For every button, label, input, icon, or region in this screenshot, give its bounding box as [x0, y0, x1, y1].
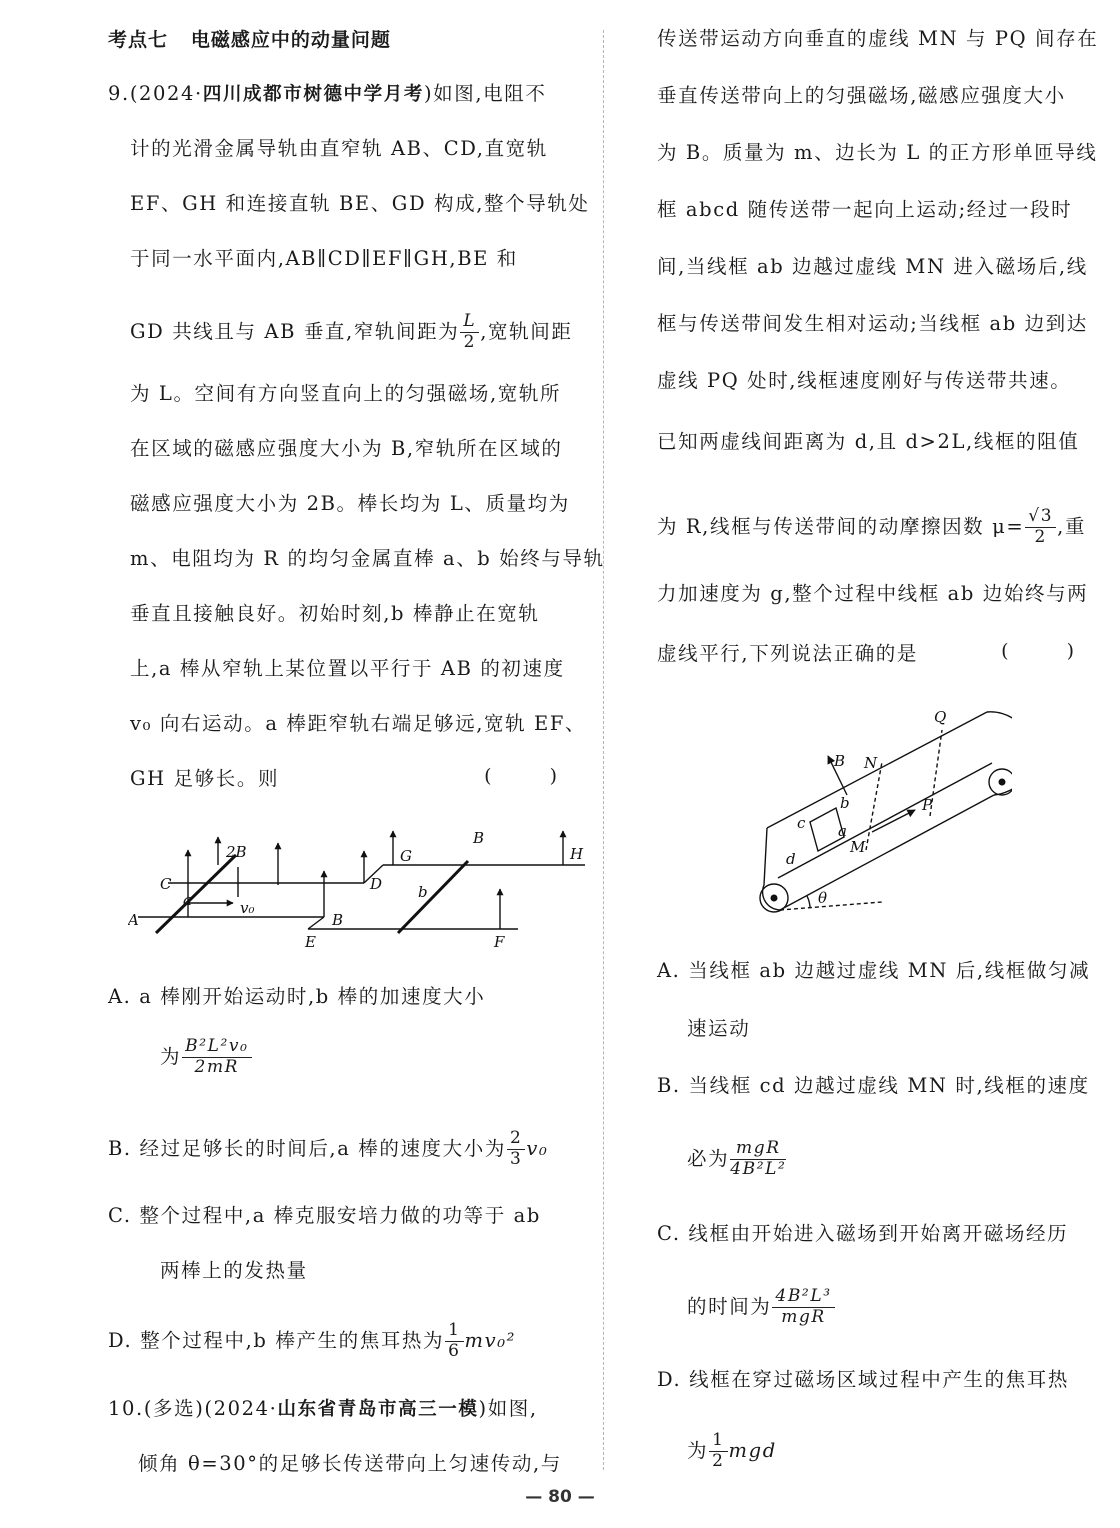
option-text: 必为: [687, 1146, 730, 1170]
section-heading: [108, 25, 391, 52]
label-H: H: [570, 845, 584, 863]
q9-option-a-cont: [160, 1038, 253, 1077]
belt-bottom-edge: [780, 795, 994, 910]
frac-num: mgR: [730, 1140, 786, 1160]
frac-num: 4B²L³: [772, 1288, 834, 1308]
q10-option-a-cont: 速运动: [687, 1017, 751, 1040]
q9-option-c: C. 整个过程中,a 棒克服安培力做的功等于 ab: [108, 1204, 541, 1227]
q10-line: 虚线平行,下列说法正确的是: [657, 642, 918, 665]
belt-velocity-arrow: [872, 810, 915, 832]
label-N: N: [864, 754, 878, 772]
label-F: F: [494, 933, 505, 950]
answer-bracket: ( ): [484, 765, 583, 787]
q9-line: v₀ 向右运动。a 棒距窄轨右端足够远,宽轨 EF、: [130, 712, 587, 735]
roller-left-axle: [771, 895, 778, 902]
frac-den: 4B²L²: [730, 1158, 787, 1179]
label-A: A: [128, 911, 139, 929]
connector-BE: [308, 917, 324, 929]
q10-line: 框与传送带间发生相对运动;当线框 ab 边到达: [657, 312, 1088, 335]
rod-a: [156, 855, 236, 933]
frac-num: 2: [507, 1130, 525, 1150]
q9-rail-diagram: [128, 825, 598, 950]
label-b: b: [418, 883, 428, 901]
page-number: — 80 —: [525, 1487, 595, 1507]
q9-line: 上,a 棒从窄轨上某位置以平行于 AB 的初速度: [130, 657, 565, 680]
q10-line: 已知两虚线间距离为 d,且 d>2L,线框的阻值: [657, 430, 1080, 453]
q10-line-text: ,重: [1057, 514, 1087, 538]
label-C: C: [160, 875, 172, 893]
rod-b: [398, 861, 468, 933]
q9-first-line: [108, 80, 546, 109]
q10-line-text: 为 R,线框与传送带间的动摩擦因数 μ=: [657, 514, 1025, 538]
q10-line: 倾角 θ=30°的足够长传送带向上匀速传动,与: [138, 1452, 562, 1475]
answer-bracket: ( ): [1001, 640, 1100, 662]
q9-number: 9.: [108, 82, 130, 105]
label-v0: v₀: [240, 899, 255, 917]
q9-source-prefix: (2024·: [129, 82, 203, 105]
q10-line: 为 B。质量为 m、边长为 L 的正方形单匝导线: [657, 141, 1098, 164]
q9-a-fraction: [182, 1038, 251, 1077]
label-2B: 2B: [226, 843, 247, 861]
q10-line: 框 abcd 随传送带一起向上运动;经过一段时: [657, 198, 1073, 221]
q10-option-c: C. 线框由开始进入磁场到开始离开磁场经历: [657, 1222, 1069, 1245]
frac-num: √3: [1025, 508, 1056, 528]
option-suffix: mv₀²: [464, 1328, 517, 1352]
q9-line-text: GD 共线且与 AB 垂直,窄轨间距为: [130, 319, 460, 343]
q9-option-a: A. a 棒刚开始运动时,b 棒的加速度大小: [108, 985, 486, 1008]
q9-line: 磁感应强度大小为 2B。棒长均为 L、质量均为: [130, 492, 570, 515]
option-text: 为: [687, 1438, 709, 1462]
label-a: a: [838, 822, 847, 840]
belt-near-edge: [778, 763, 992, 878]
option-text: 为: [160, 1044, 182, 1068]
q10-tag: (多选)(2024·: [143, 1397, 278, 1420]
q9-line: 计的光滑金属导轨由直窄轨 AB、CD,直宽轨: [130, 137, 548, 160]
option-suffix: mgd: [728, 1438, 777, 1462]
option-text: D. 整个过程中,b 棒产生的焦耳热为: [108, 1328, 445, 1352]
q10-option-b: B. 当线框 cd 边越过虚线 MN 时,线框的速度: [657, 1074, 1090, 1097]
q9-line: m、电阻均为 R 的均匀金属直棒 a、b 始终与导轨: [130, 547, 605, 570]
q10-option-d-cont: [687, 1432, 777, 1471]
label-B-top: B: [473, 829, 485, 847]
label-c: c: [797, 814, 806, 832]
label-b: b: [840, 794, 850, 812]
q10-d-fraction: [709, 1432, 727, 1471]
q10-conveyor-diagram: [752, 700, 1012, 925]
q10-line: 虚线 PQ 处时,线框速度刚好与传送带共速。: [657, 369, 1072, 392]
q10-b-fraction: [730, 1140, 786, 1179]
q9-line-with-fraction: [130, 313, 572, 352]
q10-option-c-cont: [687, 1288, 836, 1327]
q9-source-suffix: )如图,电阻不: [423, 82, 547, 105]
q9-line-text: ,宽轨间距: [480, 319, 573, 343]
q10-option-b-cont: [687, 1140, 787, 1179]
q9-line: GH 足够长。则: [130, 767, 280, 790]
label-D: D: [370, 875, 383, 893]
label-Q: Q: [934, 708, 947, 726]
q10-line: 力加速度为 g,整个过程中线框 ab 边始终与两: [657, 582, 1089, 605]
frac-den: 3: [509, 1148, 523, 1169]
q10-line-with-fraction: [657, 508, 1086, 547]
label-B-lower: B: [332, 911, 344, 929]
q9-line: 于同一水平面内,AB∥CD∥EF∥GH,BE 和: [130, 247, 518, 270]
q9-b-fraction: [507, 1130, 525, 1169]
frac-den: mgR: [781, 1306, 826, 1327]
q10-c-fraction: [772, 1288, 834, 1327]
frac-den: 2: [712, 1450, 725, 1471]
column-divider: [603, 30, 604, 1470]
q9-line: 垂直且接触良好。初始时刻,b 棒静止在宽轨: [130, 602, 540, 625]
angle-arc: [807, 896, 810, 907]
section-title: 电磁感应中的动量问题: [190, 29, 391, 51]
label-B: B: [834, 752, 846, 770]
label-a: a: [183, 891, 192, 909]
label-d: d: [786, 850, 796, 868]
mu-fraction: [1025, 508, 1056, 547]
q9-line: EF、GH 和连接直轨 BE、GD 构成,整个导轨处: [130, 192, 590, 215]
option-text: 的时间为: [687, 1294, 772, 1318]
frac-num: 1: [445, 1322, 463, 1342]
frac-den: 2mR: [194, 1056, 240, 1077]
q10-first-line: [108, 1395, 538, 1424]
option-suffix: v₀: [526, 1136, 549, 1160]
q10-line: 垂直传送带向上的匀强磁场,磁感应强度大小: [657, 84, 1066, 107]
q10-line: 间,当线框 ab 边越过虚线 MN 进入磁场后,线: [657, 255, 1088, 278]
q10-source-suffix: )如图,: [478, 1397, 538, 1420]
label-P: P: [922, 796, 933, 814]
fraction-L-over-2: [460, 313, 479, 352]
label-M: M: [850, 838, 866, 856]
frac-den: 2: [1034, 526, 1047, 547]
frac-num: B²L²v₀: [182, 1038, 251, 1058]
q9-source-school: 四川成都市树德中学月考: [202, 84, 424, 105]
q9-line: 为 L。空间有方向竖直向上的匀强磁场,宽轨所: [130, 382, 562, 405]
label-theta: θ: [818, 889, 828, 907]
horizontal-reference: [780, 902, 882, 910]
section-label: 考点七: [108, 29, 169, 51]
q10-source-school: 山东省青岛市高三一模: [277, 1399, 479, 1420]
roller-right-axle: [999, 779, 1006, 786]
q10-option-a: A. 当线框 ab 边越过虚线 MN 后,线框做匀减: [657, 959, 1091, 982]
q9-option-d: [108, 1322, 516, 1361]
frac-den: 6: [448, 1340, 461, 1361]
option-text: B. 经过足够长的时间后,a 棒的速度大小为: [108, 1136, 506, 1160]
q9-option-c-cont: 两棒上的发热量: [160, 1259, 308, 1282]
q9-option-b: [108, 1130, 548, 1169]
q9-line: 在区域的磁感应强度大小为 B,窄轨所在区域的: [130, 437, 563, 460]
frac-den: 2: [463, 331, 476, 352]
q9-d-fraction: [445, 1322, 463, 1361]
label-E: E: [305, 933, 316, 950]
frac-num: L: [460, 313, 479, 333]
q10-option-d: D. 线框在穿过磁场区域过程中产生的焦耳热: [657, 1368, 1069, 1391]
q10-number: 10.: [108, 1397, 144, 1420]
frac-num: 1: [709, 1432, 727, 1452]
q10-line: 传送带运动方向垂直的虚线 MN 与 PQ 间存在: [657, 27, 1099, 50]
label-G: G: [400, 847, 412, 865]
